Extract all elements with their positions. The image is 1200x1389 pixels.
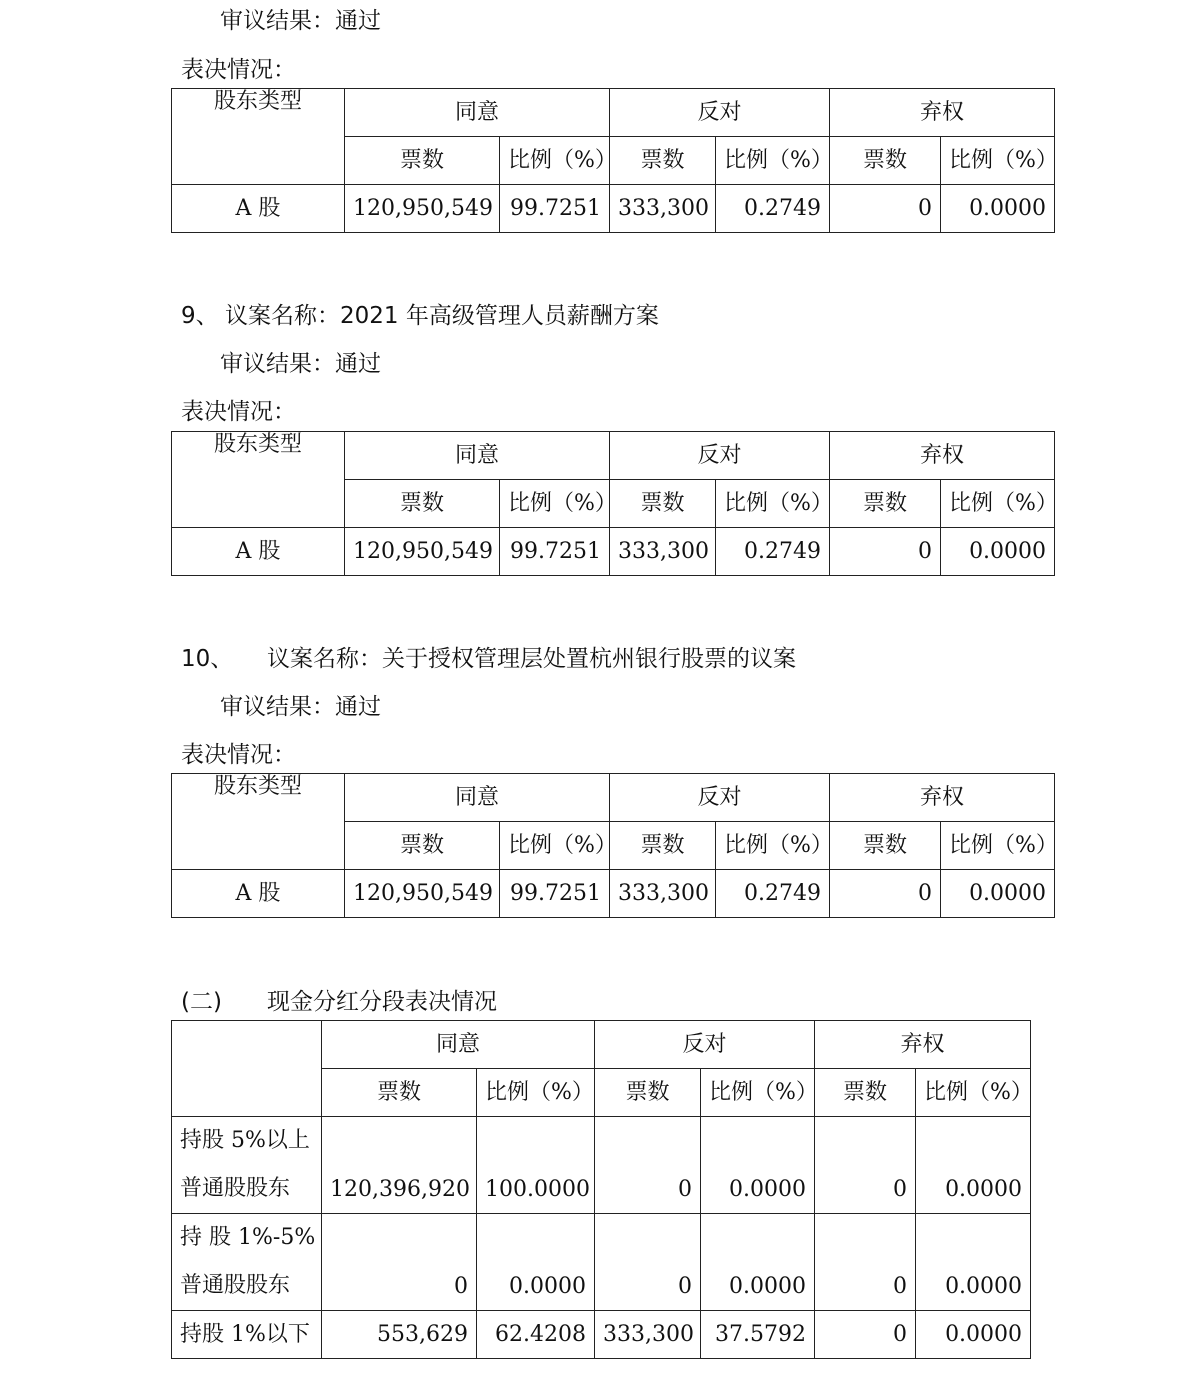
header-votes: 票数: [595, 1069, 701, 1117]
oppose-votes: 333,300: [595, 1311, 701, 1359]
table-row: [172, 185, 1055, 233]
header-votes: 票数: [610, 480, 716, 528]
motion-number: 10、: [181, 646, 234, 672]
abstain-ratio: 0.0000: [916, 1117, 1031, 1214]
oppose-votes: 0: [595, 1117, 701, 1214]
header-ratio: 比例（%）: [500, 822, 610, 870]
oppose-ratio: 0.2749: [716, 185, 830, 233]
header-ratio: 比例（%）: [941, 137, 1055, 185]
header-votes: 票数: [345, 137, 500, 185]
section-number: (二): [181, 989, 222, 1015]
oppose-votes: 333,300: [610, 185, 716, 233]
vote-heading: 表决情况：: [181, 57, 296, 83]
agree-votes: 120,950,549: [345, 528, 500, 576]
table-row: [172, 1117, 1031, 1214]
vote-table: [171, 431, 1058, 576]
header-blank-cell: [172, 1021, 322, 1117]
header-votes: 票数: [830, 822, 941, 870]
header-votes: 票数: [830, 480, 941, 528]
vote-heading: 表决情况：: [181, 399, 296, 425]
motion-number: 9、: [181, 303, 219, 329]
row-label: [172, 1117, 322, 1214]
section-title: 现金分红分段表决情况: [267, 989, 497, 1015]
header-votes: 票数: [345, 822, 500, 870]
agree-votes: 120,950,549: [345, 185, 500, 233]
header-ratio: 比例（%）: [941, 822, 1055, 870]
table-row: [172, 1311, 1031, 1359]
abstain-ratio: 0.0000: [941, 185, 1055, 233]
row-label: [172, 1214, 322, 1311]
row-label-line2: 普通股股东: [180, 1176, 291, 1201]
header-ratio: 比例（%）: [477, 1069, 595, 1117]
header-ratio: 比例（%）: [916, 1069, 1031, 1117]
agree-ratio: 0.0000: [477, 1214, 595, 1311]
header-oppose: 反对: [610, 89, 830, 137]
header-ratio: 比例（%）: [716, 480, 830, 528]
agree-ratio: 62.4208: [477, 1311, 595, 1359]
abstain-votes: 0: [830, 870, 941, 918]
header-votes: 票数: [815, 1069, 916, 1117]
header-oppose: 反对: [595, 1021, 815, 1069]
row-label-line2: 普通股股东: [180, 1273, 291, 1298]
table-row: [172, 870, 1055, 918]
header-agree: 同意: [345, 432, 610, 480]
abstain-ratio: 0.0000: [941, 870, 1055, 918]
header-ratio: 比例（%）: [500, 137, 610, 185]
review-result: 审议结果：通过: [220, 694, 381, 720]
header-agree: 同意: [345, 774, 610, 822]
header-ratio: 比例（%）: [941, 480, 1055, 528]
header-abstain: 弃权: [830, 89, 1055, 137]
header-abstain: 弃权: [815, 1021, 1031, 1069]
vote-heading: 表决情况：: [181, 742, 296, 768]
agree-votes: 120,950,549: [345, 870, 500, 918]
row-label: A 股: [172, 870, 345, 918]
header-votes: 票数: [830, 137, 941, 185]
agree-votes: 120,396,920: [322, 1117, 477, 1214]
abstain-ratio: 0.0000: [916, 1214, 1031, 1311]
abstain-ratio: 0.0000: [916, 1311, 1031, 1359]
header-oppose: 反对: [610, 432, 830, 480]
agree-ratio: 99.7251: [500, 185, 610, 233]
oppose-votes: 333,300: [610, 870, 716, 918]
header-votes: 票数: [610, 822, 716, 870]
header-abstain: 弃权: [830, 774, 1055, 822]
header-agree: 同意: [322, 1021, 595, 1069]
agree-ratio: 99.7251: [500, 528, 610, 576]
abstain-votes: 0: [815, 1117, 916, 1214]
oppose-votes: 333,300: [610, 528, 716, 576]
header-ratio: 比例（%）: [716, 137, 830, 185]
row-label-line1: 持股 5%以上: [180, 1128, 310, 1153]
row-label: 持股 1%以下: [172, 1311, 322, 1359]
abstain-votes: 0: [815, 1311, 916, 1359]
abstain-ratio: 0.0000: [941, 528, 1055, 576]
header-ratio: 比例（%）: [701, 1069, 815, 1117]
motion-title: 议案名称：关于授权管理层处置杭州银行股票的议案: [267, 646, 796, 672]
header-oppose: 反对: [610, 774, 830, 822]
header-shareholder-type: 股东类型: [172, 432, 345, 528]
oppose-ratio: 37.5792: [701, 1311, 815, 1359]
oppose-ratio: 0.0000: [701, 1214, 815, 1311]
review-result: 审议结果：通过: [220, 8, 381, 34]
abstain-votes: 0: [830, 528, 941, 576]
header-votes: 票数: [610, 137, 716, 185]
agree-ratio: 100.0000: [477, 1117, 595, 1214]
header-ratio: 比例（%）: [716, 822, 830, 870]
header-shareholder-type: 股东类型: [172, 774, 345, 870]
agree-ratio: 99.7251: [500, 870, 610, 918]
vote-table: [171, 88, 1058, 233]
agree-votes: 553,629: [322, 1311, 477, 1359]
row-label: A 股: [172, 528, 345, 576]
dividend-vote-table: [171, 1020, 1031, 1359]
header-votes: 票数: [322, 1069, 477, 1117]
abstain-votes: 0: [815, 1214, 916, 1311]
row-label: A 股: [172, 185, 345, 233]
header-abstain: 弃权: [830, 432, 1055, 480]
header-ratio: 比例（%）: [500, 480, 610, 528]
header-agree: 同意: [345, 89, 610, 137]
oppose-ratio: 0.2749: [716, 528, 830, 576]
agree-votes: 0: [322, 1214, 477, 1311]
row-label-line1: 持 股 1%-5%: [180, 1225, 316, 1250]
motion-title: 议案名称：2021 年高级管理人员薪酬方案: [225, 303, 659, 329]
vote-table: [171, 773, 1058, 918]
abstain-votes: 0: [830, 185, 941, 233]
review-result: 审议结果：通过: [220, 351, 381, 377]
oppose-ratio: 0.0000: [701, 1117, 815, 1214]
oppose-votes: 0: [595, 1214, 701, 1311]
header-votes: 票数: [345, 480, 500, 528]
table-row: [172, 1214, 1031, 1311]
oppose-ratio: 0.2749: [716, 870, 830, 918]
header-shareholder-type: 股东类型: [172, 89, 345, 185]
table-row: [172, 528, 1055, 576]
